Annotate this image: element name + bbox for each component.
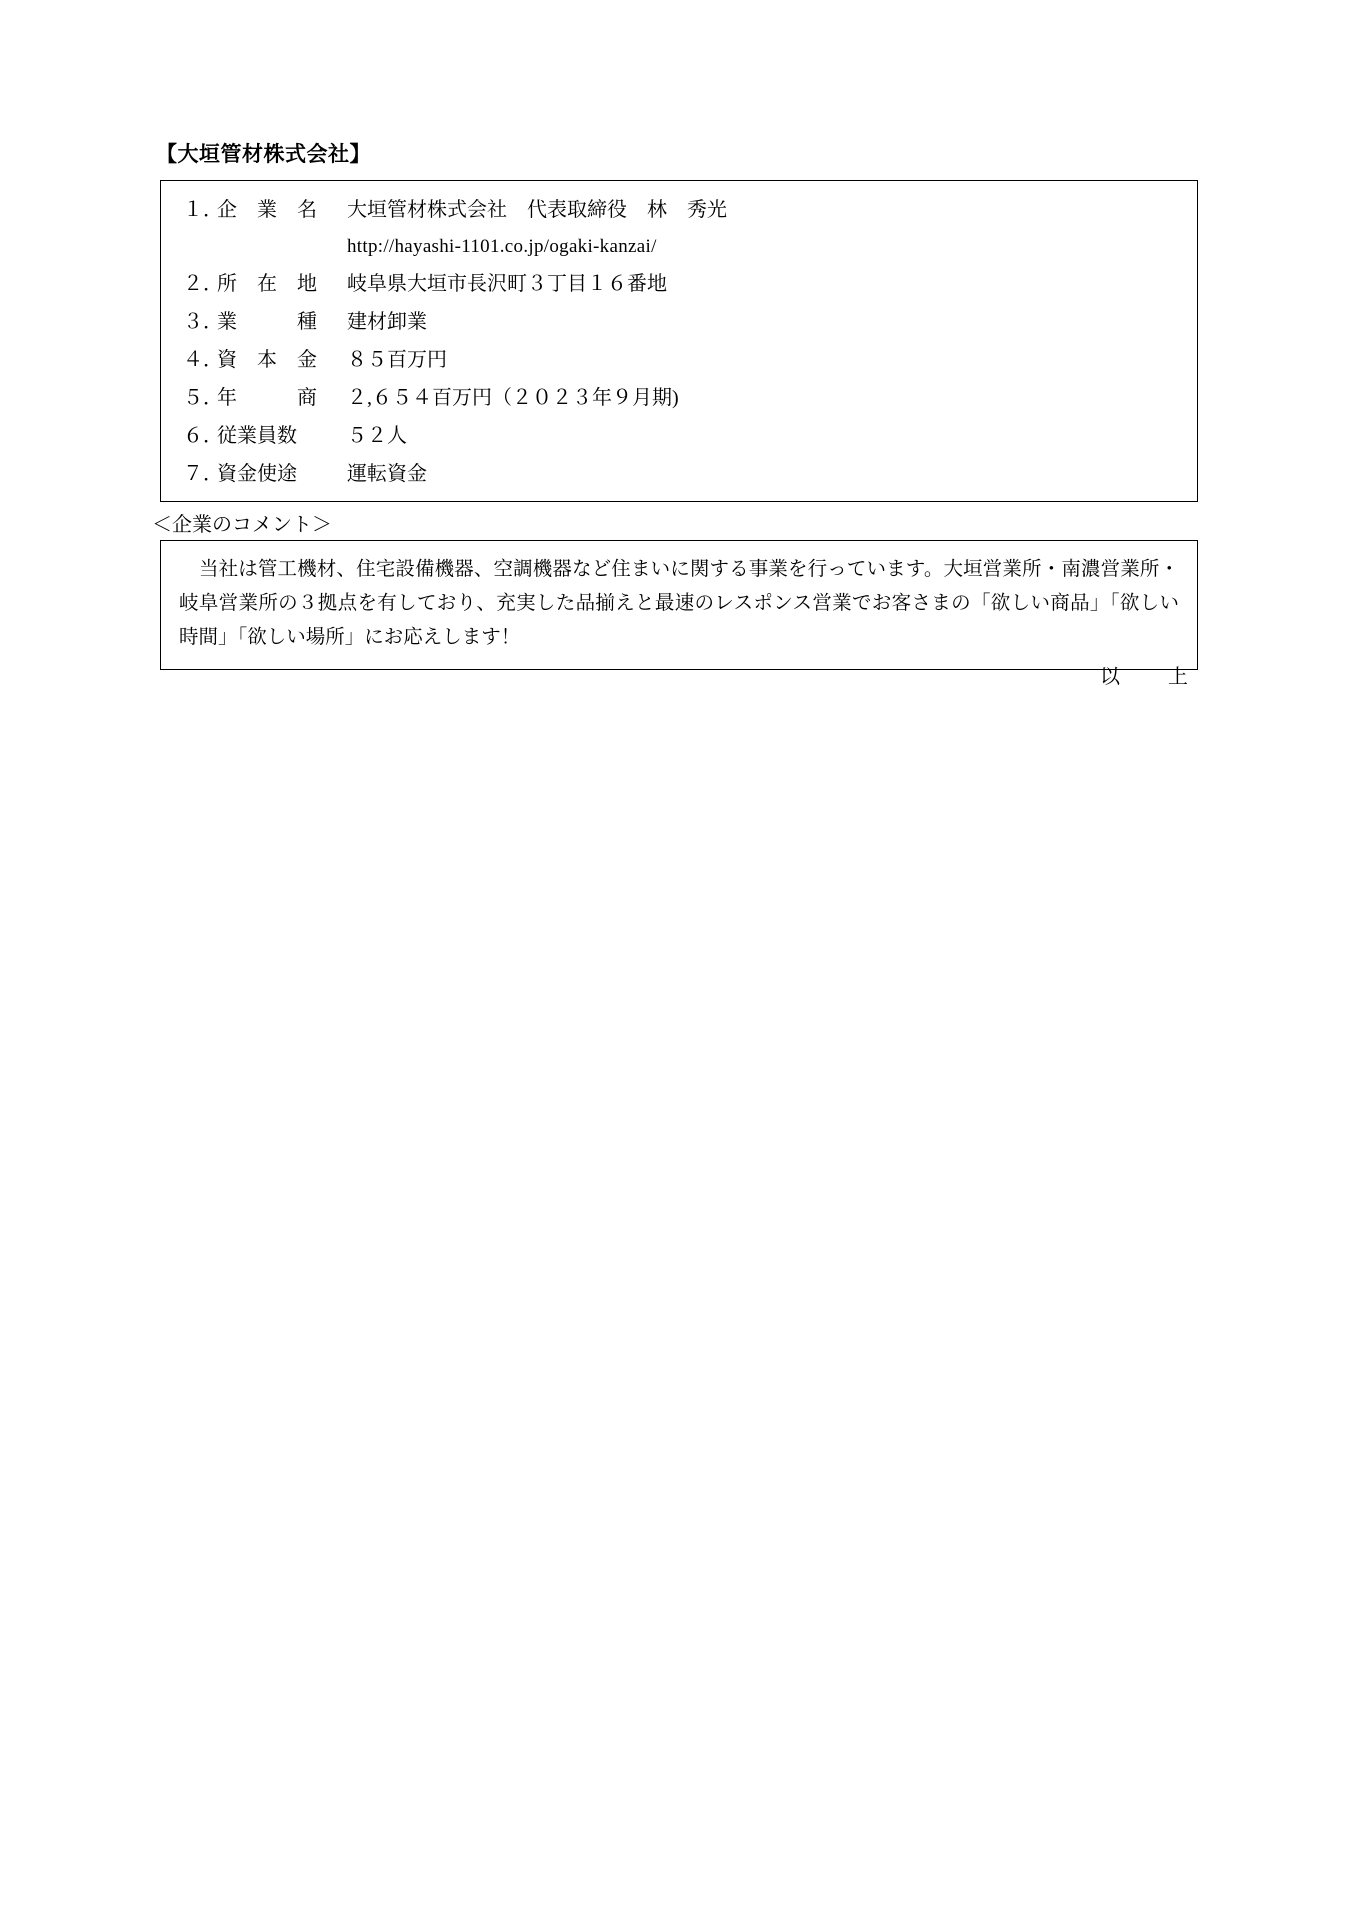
- table-row: [161, 303, 1197, 341]
- row-label: 年 商: [217, 387, 317, 409]
- closing-mark: 以 上: [1100, 666, 1202, 688]
- comment-section-heading: ＜企業のコメント＞: [152, 514, 332, 536]
- comment-box: [160, 540, 1198, 670]
- row-number: ３．: [183, 311, 223, 333]
- table-row: [161, 341, 1197, 379]
- row-number: １．: [183, 199, 223, 221]
- row-label: 業 種: [217, 311, 317, 333]
- row-number: ５．: [183, 387, 223, 409]
- row-number: ７．: [183, 463, 223, 485]
- comment-text: 当社は管工機材、住宅設備機器、空調機器など住まいに関する事業を行っています。大垣営業所・南濃営業所・岐阜営業所の３拠点を有しており、充実した品揃えと最速のレスポンス営業でお客さまの「欲しい商品」「欲しい時間」「欲しい場所」にお応えします！: [179, 559, 1179, 648]
- row-value: [347, 191, 1197, 265]
- row-value: 運転資金: [347, 463, 427, 485]
- table-row: [161, 455, 1197, 493]
- table-row: [161, 417, 1197, 455]
- company-url[interactable]: http://hayashi-1101.co.jp/ogaki-kanzai/: [347, 236, 657, 257]
- row-label: 資金使途: [217, 463, 297, 485]
- row-value: ８５百万円: [347, 349, 447, 371]
- row-label: 従業員数: [217, 425, 297, 447]
- company-info-table: [160, 180, 1198, 502]
- row-value: 建材卸業: [347, 311, 427, 333]
- row-number: ６．: [183, 425, 223, 447]
- table-row: [161, 379, 1197, 417]
- row-number: ２．: [183, 273, 223, 295]
- table-row: [161, 191, 1197, 265]
- page-title: 【大垣管材株式会社】: [156, 143, 371, 166]
- row-value: ５２人: [347, 425, 407, 447]
- row-number: ４．: [183, 349, 223, 371]
- row-label: 所 在 地: [217, 273, 317, 295]
- table-row: [161, 265, 1197, 303]
- row-label: 企 業 名: [217, 199, 317, 221]
- row-value: ２,６５４百万円（２０２３年９月期): [347, 387, 679, 409]
- row-value-text: 大垣管材株式会社 代表取締役 林 秀光: [347, 199, 727, 221]
- row-label: 資 本 金: [217, 349, 317, 371]
- row-value: 岐阜県大垣市長沢町３丁目１６番地: [347, 273, 667, 295]
